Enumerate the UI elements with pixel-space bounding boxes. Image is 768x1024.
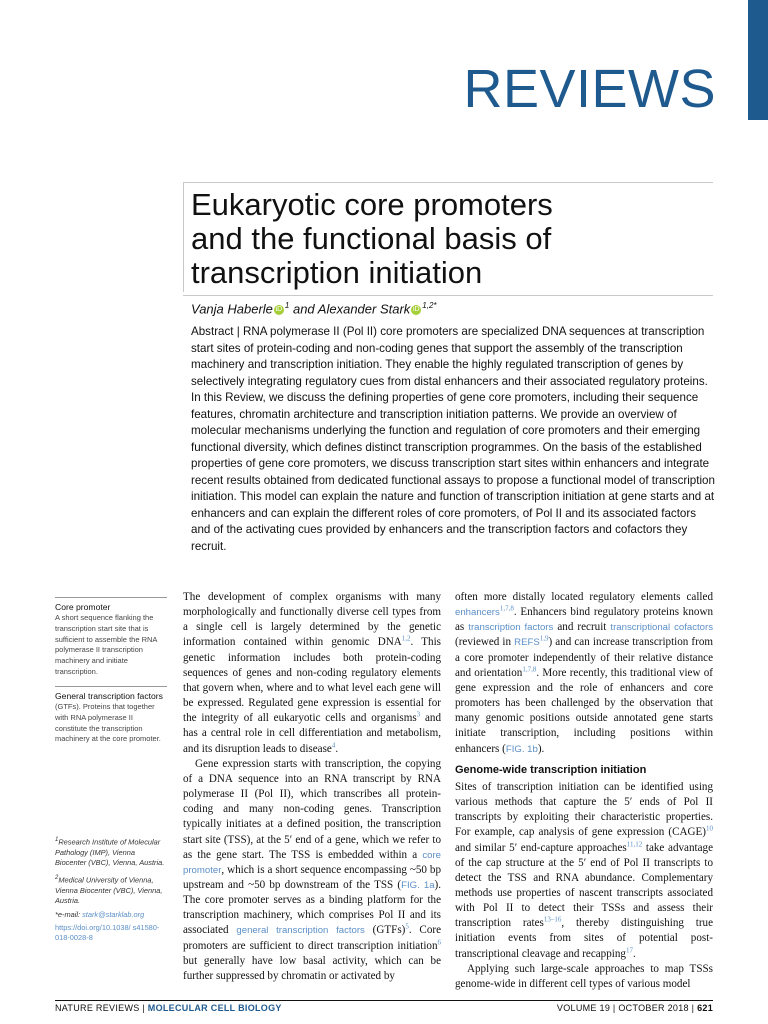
glossary-term: Core promoter — [55, 602, 111, 612]
glossary-term: General transcription factors — [55, 691, 163, 701]
glossary-link-transcription-factors[interactable]: transcription factors — [468, 622, 554, 634]
paragraph: often more distally located regulatory elements called enhancers$^{1,7,8}$. Enhancers bind regulatory proteins known as transcription factors and recruit transcriptional cofactors (reviewed in REFS$^{1,9}$) and can increase transcription from a core promoter independently of their relative distance and orientation$^{1,7,8}$. More recently, this traditional view of gene expression and the role of enhancers and core promoters has been challenged by the observation that many genomic positions outside annotated gene starts initiate transcription, including positions within enhancers (FIG. 1b). — [455, 591, 714, 755]
glossary-definition: (GTFs). Proteins that together with RNA polymerase II constitute the transcription machinery at the core promoter. — [55, 702, 161, 744]
section-heading: Genome-wide transcription initiation — [455, 763, 647, 776]
glossary-entry — [55, 686, 167, 745]
paragraph: Gene expression starts with transcription, the copying of a DNA sequence into an RNA transcript by RNA polymerase II (Pol II), which transcribes all protein-coding and many non-coding genes. Transcription typically initiates at a defined position, the transcription start site (TSS), at the 5′ end of a gene, which we refer to as the gene start. The TSS is embedded within a core promoter, which is a short sequence encompassing ~50 bp upstream and ~50 bp downstream of the TSS (FIG. 1a). The core promoter serves as a binding platform for the transcription machinery, which comprises Pol II and its associated general transcription factors (GTFs)$^5$. Core promoters are sufficient to direct transcription initiation$^6$ but generally have low basal activity, which can be further suppressed by chromatin or activated by — [183, 757, 441, 982]
paragraph: Applying such large-scale approaches to map TSSs genome-wide in different cell types of various model — [455, 962, 713, 990]
affiliation: $^2$Medical University of Vienna, Vienna Biocenter (VBC), Vienna, Austria. — [55, 874, 163, 905]
title-line: transcription initiation — [191, 255, 483, 290]
author-affiliation-marker: 1 — [284, 301, 290, 310]
citation[interactable]: 1,7,8 — [522, 665, 537, 674]
refs-label: REFS — [514, 637, 540, 649]
section-color-bar — [748, 0, 768, 120]
glossary-definition: A short sequence flanking the transcription start site that is sufficient to assemble the RNA polymerase II transcription machinery and initiate transcription. — [55, 613, 157, 676]
email-link[interactable]: stark@starklab.org — [82, 910, 145, 920]
citation[interactable]: 17 — [625, 945, 633, 954]
title-top-rule — [183, 182, 713, 183]
author-name[interactable]: Alexander Stark — [317, 301, 411, 317]
issue-info: VOLUME 19 | OCTOBER 2018 | 621 — [556, 1003, 713, 1013]
figure-link[interactable]: FIG. 1a — [401, 879, 435, 891]
citation[interactable]: 1,9 — [539, 634, 549, 643]
abstract — [191, 324, 715, 555]
paragraph: Sites of transcription initiation can be identified using various methods that capture the 5′ ends of Pol II transcripts by exploiting their characteristic properties. For example, cap analysis of gene expression (CAGE)$^{10}$ and similar 5′ end-capture approaches$^{11,12}$ take advantage of the cap structure at the 5′ end of Pol II transcripts to detect the TSS and RNA abundance. Complementary methods use properties of nascent transcripts associated with Pol II to detect their TSSs and assess their transcription rates$^{13-16}$, thereby distinguishing true initiation events from sites of potential post-transcriptional cleavage and recapping$^{17}$. — [455, 780, 713, 960]
corresponding-author-marker: * — [433, 301, 437, 310]
orcid-icon[interactable]: iD — [275, 305, 283, 313]
paragraph: The development of complex organisms with many morphologically and functionally diverse cell types from a single cell is largely determined by the genetic information contained within genomic DNA$^{1,2}$. This genetic information includes both protein-coding sequences of genes and non-coding regulatory elements that govern when, where and to what level each gene will be expressed. Regulated gene expression is essential for the integrity of all eukaryotic cells and organisms$^3$ and has a central role in cell differentiation and metabolism, and its disruption leads to disease$^4$. — [183, 591, 441, 755]
article-title — [191, 188, 711, 290]
glossary-link-core-promoter[interactable]: core promoter — [183, 849, 441, 876]
section-label: REVIEWS — [463, 59, 716, 119]
figure-link[interactable]: FIG. 1b — [505, 743, 538, 755]
glossary-entry — [55, 597, 167, 678]
footer-rule — [55, 1000, 713, 1001]
body-column-right — [455, 590, 713, 992]
citation[interactable]: 5 — [405, 922, 409, 931]
authors-rule — [183, 295, 713, 296]
author-conjunction: and — [289, 301, 318, 317]
email-line: *e-mail: stark@starklab.org — [55, 910, 145, 920]
author-list — [191, 301, 437, 316]
glossary-link-cofactors[interactable]: transcriptional cofactors — [610, 622, 714, 634]
abstract-text: Abstract | RNA polymerase II (Pol II) core promoters are specialized DNA sequences at transcription start sites of protein-coding and non-coding genes that support the assembly of the transcription machinery and transcription initiation. They enable the highly regulated transcription of genes by selectively integrating regulatory cues from distal enhancers and their associated regulatory proteins. In this Review, we discuss the defining properties of gene core promoters, including their sequence features, chromatin architecture and transcription initiation patterns. We provide an overview of molecular mechanisms underlying the function and regulation of core promoters and their emerging functional diversity, which defines distinct transcription programmes. On the basis of the established properties of gene core promoters, we discuss transcription start sites within enhancers and integrate recent results obtained from dedicated functional assays to propose a functional model of transcription initiation. This model can explain the nature and function of transcription initiation at gene starts and at enhancers and can explain the different roles of core promoters, of Pol II and its associated factors and of the activating cues provided by enhancers and the transcription factors and cofactors they recruit. — [191, 325, 715, 553]
title-line: Eukaryotic core promoters — [191, 187, 553, 222]
affiliations — [55, 835, 167, 944]
body-column-left — [183, 590, 441, 984]
orcid-icon[interactable]: iD — [412, 305, 420, 313]
author-affiliation-marker: 1,2 — [422, 301, 434, 310]
glossary-rule — [55, 597, 167, 598]
citation[interactable]: 4 — [331, 740, 336, 749]
citation[interactable]: 1,7,8 — [499, 604, 514, 613]
title-line: and the functional basis of — [191, 221, 552, 256]
author-name[interactable]: Vanja Haberle — [191, 301, 273, 317]
glossary-link-enhancers[interactable]: enhancers — [455, 607, 500, 619]
journal-name: NATURE REVIEWS | MOLECULAR CELL BIOLOGY — [55, 1003, 282, 1013]
title-side-rule — [183, 182, 184, 292]
citation[interactable]: 10 — [706, 824, 713, 833]
citation[interactable]: 1,2 — [401, 634, 411, 643]
glossary-link-gtfs[interactable]: general transcription factors — [236, 925, 365, 937]
citation[interactable]: 6 — [437, 937, 441, 946]
citation[interactable]: 13–16 — [543, 915, 562, 924]
citation[interactable]: 11,12 — [626, 839, 643, 848]
doi-link[interactable]: https://doi.org/10.1038/ s41580-018-0028-8 — [55, 922, 160, 943]
affiliation: $^1$Research Institute of Molecular Pathology (IMP), Vienna Biocenter (VBC), Vienna, Austria. — [55, 837, 165, 868]
glossary-rule — [55, 686, 167, 687]
page-number: 621 — [697, 1003, 713, 1013]
citation[interactable]: 3 — [416, 710, 421, 719]
